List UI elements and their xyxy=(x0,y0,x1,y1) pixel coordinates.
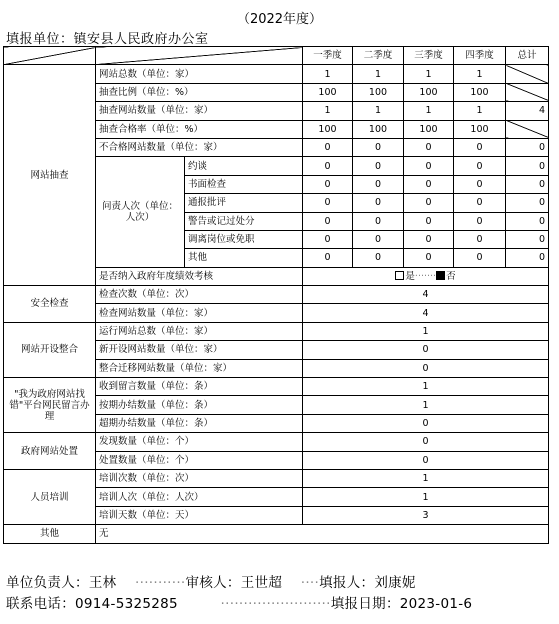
cell-value: 0 xyxy=(303,414,549,432)
row-label: 调离岗位或免职 xyxy=(185,230,303,248)
cell-value: 1 xyxy=(303,65,353,83)
checkbox-no-checked-icon[interactable] xyxy=(436,271,445,280)
cell-value: 0 xyxy=(404,175,454,193)
row-label: 网站总数（单位：家） xyxy=(96,65,303,83)
cell-value: 0 xyxy=(454,138,506,156)
other-value: 无 xyxy=(96,525,549,543)
leader-label: 单位负责人： xyxy=(6,575,89,591)
cell-value: 1 xyxy=(303,322,549,340)
cell-value: 0 xyxy=(454,212,506,230)
reporting-unit: 填报单位：镇安县人民政府办公室 xyxy=(6,32,209,47)
cell-value: 1 xyxy=(303,102,353,120)
row-label: 书面检查 xyxy=(185,175,303,193)
accountability-group: 问责人次（单位：人次） xyxy=(96,157,185,267)
cell-value: 0 xyxy=(353,249,404,267)
spacer: ························ xyxy=(220,596,331,612)
row-label: 处置数量（单位：个） xyxy=(96,451,303,469)
cell-value: 4 xyxy=(303,286,549,304)
cell-blank xyxy=(506,120,549,138)
cell-value: 0 xyxy=(303,451,549,469)
cell-total: 0 xyxy=(506,230,549,248)
col-q2: 二季度 xyxy=(353,47,404,65)
table-row xyxy=(4,322,549,340)
cell-total: 0 xyxy=(506,212,549,230)
footer-signatures xyxy=(6,571,416,591)
row-label: 约谈 xyxy=(185,157,303,175)
phone-number: 0914-5325285 xyxy=(75,596,178,612)
cell-total: 0 xyxy=(506,175,549,193)
footer-contact xyxy=(6,592,472,612)
cell-value: 0 xyxy=(303,359,549,377)
section-message: "我为政府网站找错"平台网民留言办理 xyxy=(4,378,96,433)
cell-value: 0 xyxy=(353,194,404,212)
cell-value: 0 xyxy=(454,194,506,212)
row-label: 其他 xyxy=(185,249,303,267)
cell-value: 0 xyxy=(454,175,506,193)
row-label: 检查次数（单位：次） xyxy=(96,286,303,304)
cell-value: 100 xyxy=(454,120,506,138)
row-label: 培训次数（单位：次） xyxy=(96,469,303,487)
row-label: 是否纳入政府年度绩效考核 xyxy=(96,267,303,285)
cell-value: 4 xyxy=(303,304,549,322)
cell-value: 0 xyxy=(303,194,353,212)
cell-total: 0 xyxy=(506,194,549,212)
cell-blank xyxy=(506,83,549,101)
filler-name: 刘康妮 xyxy=(374,575,416,591)
phone-label: 联系电话： xyxy=(6,596,75,612)
cell-value: 0 xyxy=(404,157,454,175)
section-security: 安全检查 xyxy=(4,286,96,323)
cell-value: 1 xyxy=(404,102,454,120)
col-q4: 四季度 xyxy=(454,47,506,65)
cell-value: 100 xyxy=(404,83,454,101)
cell-total: 0 xyxy=(506,138,549,156)
cell-value: 0 xyxy=(404,249,454,267)
table-row xyxy=(4,378,549,396)
row-label: 通报批评 xyxy=(185,194,303,212)
cell-value: 0 xyxy=(404,194,454,212)
filler-label: 填报人： xyxy=(319,575,375,591)
reviewer-name: 王世超 xyxy=(240,575,283,591)
cell-value: 0 xyxy=(303,138,353,156)
choice-no-label: 否 xyxy=(446,270,456,282)
table-row xyxy=(4,433,549,451)
cell-value: 0 xyxy=(303,341,549,359)
cell-value: 100 xyxy=(353,120,404,138)
cell-value: 0 xyxy=(404,212,454,230)
cell-blank xyxy=(506,65,549,83)
cell-value: 0 xyxy=(454,230,506,248)
table-row xyxy=(4,469,549,487)
row-label: 抽查网站数量（单位：家） xyxy=(96,102,303,120)
row-label: 培训人次（单位：人次） xyxy=(96,488,303,506)
cell-value: 0 xyxy=(404,138,454,156)
cell-value: 0 xyxy=(303,157,353,175)
col-q1: 一季度 xyxy=(303,47,353,65)
cell-value: 1 xyxy=(303,396,549,414)
cell-value: 100 xyxy=(353,83,404,101)
cell-value: 0 xyxy=(353,175,404,193)
cell-value: 0 xyxy=(303,175,353,193)
cell-value: 100 xyxy=(303,120,353,138)
choice-yes-label: 是 xyxy=(405,270,415,282)
cell-value: 1 xyxy=(454,65,506,83)
row-label: 检查网站数量（单位：家） xyxy=(96,304,303,322)
row-label: 新开设网站数量（单位：家） xyxy=(96,341,303,359)
cell-value: 0 xyxy=(454,157,506,175)
cell-value: 1 xyxy=(303,488,549,506)
cell-value: 100 xyxy=(404,120,454,138)
section-opening: 网站开设整合 xyxy=(4,322,96,377)
header-row xyxy=(4,47,549,65)
cell-value: 100 xyxy=(303,83,353,101)
row-label: 运行网站总数（单位：家） xyxy=(96,322,303,340)
cell-total: 4 xyxy=(506,102,549,120)
cell-value: 0 xyxy=(353,138,404,156)
cell-value: 0 xyxy=(404,230,454,248)
section-training: 人员培训 xyxy=(4,469,96,524)
cell-value: 1 xyxy=(454,102,506,120)
row-label: 发现数量（单位：个） xyxy=(96,433,303,451)
date-label: 填报日期： xyxy=(330,596,400,612)
table-row xyxy=(4,65,549,83)
row-label: 整合迁移网站数量（单位：家） xyxy=(96,359,303,377)
row-label: 超期办结数量（单位：条） xyxy=(96,414,303,432)
perf-assess-choice xyxy=(303,267,549,285)
cell-value: 1 xyxy=(303,378,549,396)
row-label: 按期办结数量（单位：条） xyxy=(96,396,303,414)
section-gov-site: 政府网站处置 xyxy=(4,433,96,470)
row-label: 抽查比例（单位：%） xyxy=(96,83,303,101)
cell-value: 0 xyxy=(303,230,353,248)
cell-value: 0 xyxy=(353,230,404,248)
checkbox-yes-icon[interactable] xyxy=(395,271,404,280)
table-row xyxy=(4,286,549,304)
report-year-title: （2022年度） xyxy=(236,12,323,27)
cell-value: 1 xyxy=(303,469,549,487)
reviewer-label: 审核人： xyxy=(185,575,241,591)
cell-value: 1 xyxy=(353,65,404,83)
cell-value: 1 xyxy=(404,65,454,83)
cell-total: 0 xyxy=(506,249,549,267)
row-label: 抽查合格率（单位：%） xyxy=(96,120,303,138)
cell-value: 0 xyxy=(353,212,404,230)
table-row xyxy=(4,525,549,543)
header-corner-blank xyxy=(4,47,96,65)
cell-value: 0 xyxy=(303,433,549,451)
row-label: 收到留言数量（单位：条） xyxy=(96,378,303,396)
section-other: 其他 xyxy=(4,525,96,543)
cell-value: 0 xyxy=(454,249,506,267)
spacer: ··········· xyxy=(135,575,186,591)
report-table xyxy=(3,46,549,544)
col-total: 总计 xyxy=(506,47,549,65)
row-label: 培训天数（单位：天） xyxy=(96,506,303,524)
cell-value: 0 xyxy=(303,212,353,230)
section-site-check: 网站抽查 xyxy=(4,65,96,286)
spacer: ···· xyxy=(300,575,320,591)
cell-value: 1 xyxy=(353,102,404,120)
leader-name: 王林 xyxy=(88,575,117,591)
row-label: 不合格网站数量（单位：家） xyxy=(96,138,303,156)
cell-total: 0 xyxy=(506,157,549,175)
cell-value: 3 xyxy=(303,506,549,524)
choice-spacer: ······· xyxy=(414,270,437,282)
row-label: 警告或记过处分 xyxy=(185,212,303,230)
cell-value: 100 xyxy=(454,83,506,101)
cell-value: 0 xyxy=(303,249,353,267)
fill-date: 2023-01-6 xyxy=(399,596,473,612)
cell-value: 0 xyxy=(353,157,404,175)
header-corner xyxy=(96,47,303,65)
col-q3: 三季度 xyxy=(404,47,454,65)
